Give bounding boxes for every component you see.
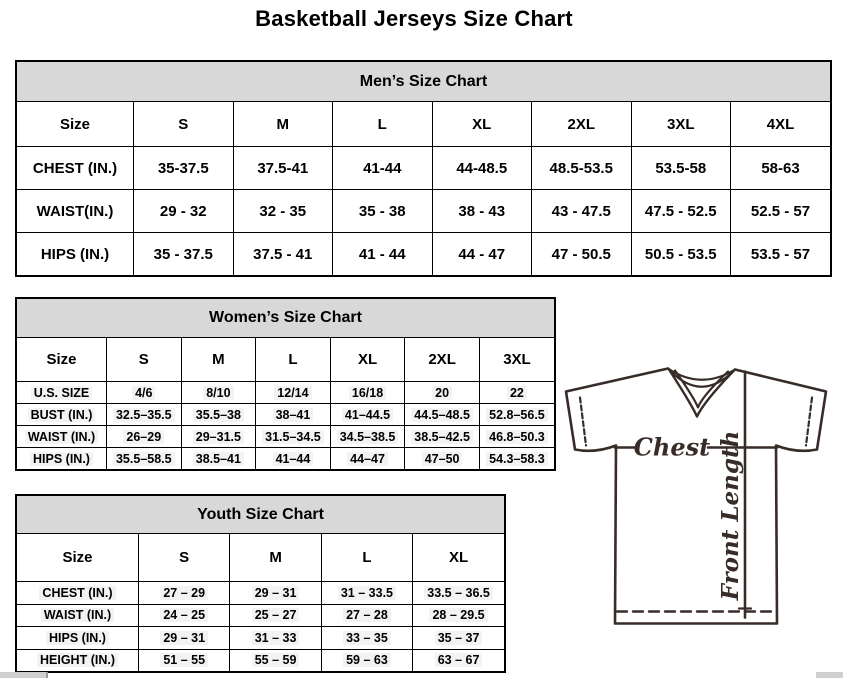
youth-cell: 29 – 31 — [230, 582, 321, 605]
youth-data-row — [17, 582, 504, 605]
womens-column-header: S — [107, 338, 182, 382]
womens-cell: 29–31.5 — [181, 426, 256, 448]
mens-column-header: 4XL — [731, 102, 831, 147]
womens-cell: 16/18 — [330, 382, 405, 404]
chest-label: Chest — [633, 432, 711, 462]
womens-cell: 41–44 — [256, 448, 331, 470]
mens-column-header: 3XL — [631, 102, 731, 147]
mens-cell: 53.5 - 57 — [731, 233, 831, 276]
youth-cell: 51 – 55 — [139, 649, 230, 671]
youth-cell: 27 – 28 — [321, 604, 412, 627]
mens-table — [17, 102, 830, 275]
womens-cell: 31.5–34.5 — [256, 426, 331, 448]
youth-header-row — [17, 534, 504, 582]
youth-row-label: HEIGHT (IN.) — [17, 649, 139, 671]
mens-cell: 37.5 - 41 — [233, 233, 333, 276]
page-title: Basketball Jerseys Size Chart — [255, 6, 573, 31]
mens-cell: 38 - 43 — [432, 190, 532, 233]
womens-cell: 26–29 — [107, 426, 182, 448]
mens-cell: 47 - 50.5 — [532, 233, 632, 276]
jersey-measurement-diagram — [558, 356, 843, 634]
youth-cell: 33.5 – 36.5 — [413, 582, 504, 605]
youth-row-label: HIPS (IN.) — [17, 627, 139, 650]
youth-cell: 31 – 33.5 — [321, 582, 412, 605]
mens-cell: 37.5-41 — [233, 147, 333, 190]
womens-cell: 44.5–48.5 — [405, 404, 480, 426]
mens-cell: 48.5-53.5 — [532, 147, 632, 190]
womens-column-header: M — [181, 338, 256, 382]
mens-data-row — [17, 233, 830, 276]
mens-cell: 35 - 38 — [333, 190, 433, 233]
mens-cell: 35-37.5 — [134, 147, 234, 190]
youth-cell: 33 – 35 — [321, 627, 412, 650]
womens-cell: 35.5–58.5 — [107, 448, 182, 470]
mens-table-title: Men’s Size Chart — [17, 62, 830, 102]
womens-cell: 47–50 — [405, 448, 480, 470]
mens-cell: 35 - 37.5 — [134, 233, 234, 276]
mens-data-row — [17, 147, 830, 190]
womens-column-header: 2XL — [405, 338, 480, 382]
womens-cell: 20 — [405, 382, 480, 404]
youth-cell: 25 – 27 — [230, 604, 321, 627]
youth-cell: 27 – 29 — [139, 582, 230, 605]
womens-cell: 44–47 — [330, 448, 405, 470]
womens-data-row — [17, 448, 554, 470]
womens-row-label: WAIST (IN.) — [17, 426, 107, 448]
mens-row-label: CHEST (IN.) — [17, 147, 134, 190]
womens-table-title: Women’s Size Chart — [17, 299, 554, 338]
youth-data-row — [17, 627, 504, 650]
youth-cell: 59 – 63 — [321, 649, 412, 671]
womens-size-chart — [15, 297, 556, 471]
womens-row-label: BUST (IN.) — [17, 404, 107, 426]
mens-size-chart — [15, 60, 832, 277]
womens-table — [17, 338, 554, 469]
youth-data-row — [17, 649, 504, 671]
womens-column-header: L — [256, 338, 331, 382]
mens-row-label: WAIST(IN.) — [17, 190, 134, 233]
womens-cell: 22 — [479, 382, 554, 404]
mens-cell: 41-44 — [333, 147, 433, 190]
mens-cell: 53.5-58 — [631, 147, 731, 190]
horizontal-scrollbar-fragment-left[interactable] — [0, 672, 48, 678]
womens-column-header: Size — [17, 338, 107, 382]
womens-cell: 32.5–35.5 — [107, 404, 182, 426]
youth-cell: 24 – 25 — [139, 604, 230, 627]
left-cuff-dashed-line — [580, 398, 586, 446]
youth-column-header: Size — [17, 534, 139, 582]
youth-table-title: Youth Size Chart — [17, 496, 504, 534]
mens-cell: 58-63 — [731, 147, 831, 190]
jersey-outline — [566, 369, 826, 624]
mens-cell: 43 - 47.5 — [532, 190, 632, 233]
mens-cell: 41 - 44 — [333, 233, 433, 276]
womens-row-label: U.S. SIZE — [17, 382, 107, 404]
womens-cell: 52.8–56.5 — [479, 404, 554, 426]
mens-cell: 44 - 47 — [432, 233, 532, 276]
womens-data-row — [17, 426, 554, 448]
womens-column-header: 3XL — [479, 338, 554, 382]
mens-cell: 50.5 - 53.5 — [631, 233, 731, 276]
right-cuff-dashed-line — [806, 398, 812, 446]
mens-column-header: Size — [17, 102, 134, 147]
womens-cell: 54.3–58.3 — [479, 448, 554, 470]
womens-header-row — [17, 338, 554, 382]
mens-cell: 52.5 - 57 — [731, 190, 831, 233]
mens-cell: 47.5 - 52.5 — [631, 190, 731, 233]
mens-cell: 32 - 35 — [233, 190, 333, 233]
youth-data-row — [17, 604, 504, 627]
womens-cell: 12/14 — [256, 382, 331, 404]
womens-cell: 38–41 — [256, 404, 331, 426]
mens-column-header: S — [134, 102, 234, 147]
mens-column-header: 2XL — [532, 102, 632, 147]
womens-cell: 35.5–38 — [181, 404, 256, 426]
youth-cell: 63 – 67 — [413, 649, 504, 671]
mens-cell: 29 - 32 — [134, 190, 234, 233]
youth-cell: 28 – 29.5 — [413, 604, 504, 627]
mens-row-label: HIPS (IN.) — [17, 233, 134, 276]
womens-cell: 8/10 — [181, 382, 256, 404]
youth-column-header: XL — [413, 534, 504, 582]
womens-cell: 34.5–38.5 — [330, 426, 405, 448]
womens-cell: 41–44.5 — [330, 404, 405, 426]
youth-cell: 29 – 31 — [139, 627, 230, 650]
womens-cell: 38.5–42.5 — [405, 426, 480, 448]
horizontal-scrollbar-fragment-right[interactable] — [816, 672, 843, 678]
womens-cell: 38.5–41 — [181, 448, 256, 470]
womens-data-row — [17, 382, 554, 404]
youth-column-header: S — [139, 534, 230, 582]
mens-header-row — [17, 102, 830, 147]
mens-column-header: M — [233, 102, 333, 147]
mens-cell: 44-48.5 — [432, 147, 532, 190]
youth-cell: 55 – 59 — [230, 649, 321, 671]
mens-column-header: XL — [432, 102, 532, 147]
youth-row-label: CHEST (IN.) — [17, 582, 139, 605]
mens-data-row — [17, 190, 830, 233]
youth-size-chart — [15, 494, 506, 673]
womens-row-label: HIPS (IN.) — [17, 448, 107, 470]
womens-cell: 4/6 — [107, 382, 182, 404]
youth-cell: 31 – 33 — [230, 627, 321, 650]
youth-cell: 35 – 37 — [413, 627, 504, 650]
youth-column-header: L — [321, 534, 412, 582]
front-length-label: Front Length — [717, 430, 744, 601]
womens-data-row — [17, 404, 554, 426]
womens-column-header: XL — [330, 338, 405, 382]
mens-column-header: L — [333, 102, 433, 147]
youth-table — [17, 534, 504, 671]
youth-column-header: M — [230, 534, 321, 582]
womens-cell: 46.8–50.3 — [479, 426, 554, 448]
youth-row-label: WAIST (IN.) — [17, 604, 139, 627]
